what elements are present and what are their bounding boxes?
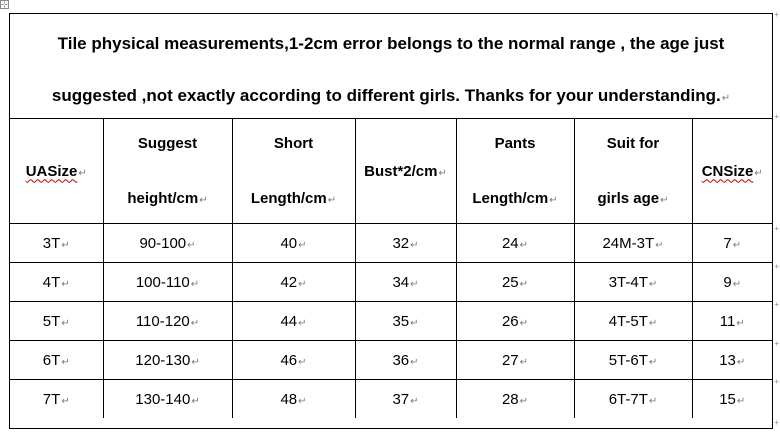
table-cell: 5T↵ <box>10 302 103 341</box>
table-cell: 90-100↵ <box>103 224 232 263</box>
size-table <box>10 119 772 418</box>
table-cell: 46↵ <box>232 341 355 380</box>
caption-line-1: Tile physical measurements,1-2cm error belongs to the normal range , the age just <box>57 34 725 53</box>
size-chart-caption <box>10 14 772 119</box>
paragraph-mark-icon: ↵ <box>721 93 731 104</box>
row-marker-icon: + <box>774 10 779 19</box>
row-marker-icon: + <box>774 418 779 427</box>
table-cell: 130-140↵ <box>103 380 232 419</box>
table-cell: 9↵ <box>692 263 772 302</box>
header-uasize: UASize↵ <box>10 119 103 224</box>
table-move-handle-icon[interactable]: ⊹ <box>1 0 8 9</box>
table-row <box>10 302 772 341</box>
table-cell: 13↵ <box>692 341 772 380</box>
table-cell: 3T↵ <box>10 224 103 263</box>
table-row <box>10 341 772 380</box>
table-cell: 7T↵ <box>10 380 103 419</box>
table-cell: 28↵ <box>456 380 574 419</box>
table-cell: 7↵ <box>692 224 772 263</box>
table-row <box>10 380 772 419</box>
table-cell: 100-110↵ <box>103 263 232 302</box>
row-marker-icon: + <box>774 339 779 348</box>
table-cell: 24↵ <box>456 224 574 263</box>
table-cell: 34↵ <box>355 263 456 302</box>
table-cell: 6T-7T↵ <box>574 380 692 419</box>
row-marker-icon: + <box>774 377 779 386</box>
row-marker-icon: + <box>774 112 779 121</box>
caption-line-2: suggested ,not exactly according to different girls. Thanks for your understanding.↵ <box>51 86 731 105</box>
table-cell: 48↵ <box>232 380 355 419</box>
table-cell: 15↵ <box>692 380 772 419</box>
table-cell: 24M-3T↵ <box>574 224 692 263</box>
table-cell: 6T↵ <box>10 341 103 380</box>
header-girls-age: Suit for girls age↵ <box>574 119 692 224</box>
row-marker-icon: + <box>774 262 779 271</box>
table-cell: 26↵ <box>456 302 574 341</box>
header-bust: Bust*2/cm↵ <box>355 119 456 224</box>
table-cell: 27↵ <box>456 341 574 380</box>
table-cell: 110-120↵ <box>103 302 232 341</box>
table-cell: 4T↵ <box>10 263 103 302</box>
table-cell: 11↵ <box>692 302 772 341</box>
header-short-length: Short Length/cm↵ <box>232 119 355 224</box>
table-cell: 40↵ <box>232 224 355 263</box>
table-cell: 37↵ <box>355 380 456 419</box>
table-cell: 4T-5T↵ <box>574 302 692 341</box>
header-pants-length: Pants Length/cm↵ <box>456 119 574 224</box>
header-cnsize: CNSize↵ <box>692 119 772 224</box>
row-marker-icon: + <box>774 224 779 233</box>
table-cell: 3T-4T↵ <box>574 263 692 302</box>
table-cell: 36↵ <box>355 341 456 380</box>
row-marker-icon: + <box>774 300 779 309</box>
table-cell: 32↵ <box>355 224 456 263</box>
size-chart <box>9 13 773 429</box>
table-cell: 5T-6T↵ <box>574 341 692 380</box>
table-row <box>10 263 772 302</box>
table-cell: 42↵ <box>232 263 355 302</box>
table-cell: 35↵ <box>355 302 456 341</box>
header-height: Suggest height/cm↵ <box>103 119 232 224</box>
table-cell: 120-130↵ <box>103 341 232 380</box>
table-cell: 44↵ <box>232 302 355 341</box>
table-row <box>10 224 772 263</box>
table-cell: 25↵ <box>456 263 574 302</box>
table-header-row <box>10 119 772 224</box>
